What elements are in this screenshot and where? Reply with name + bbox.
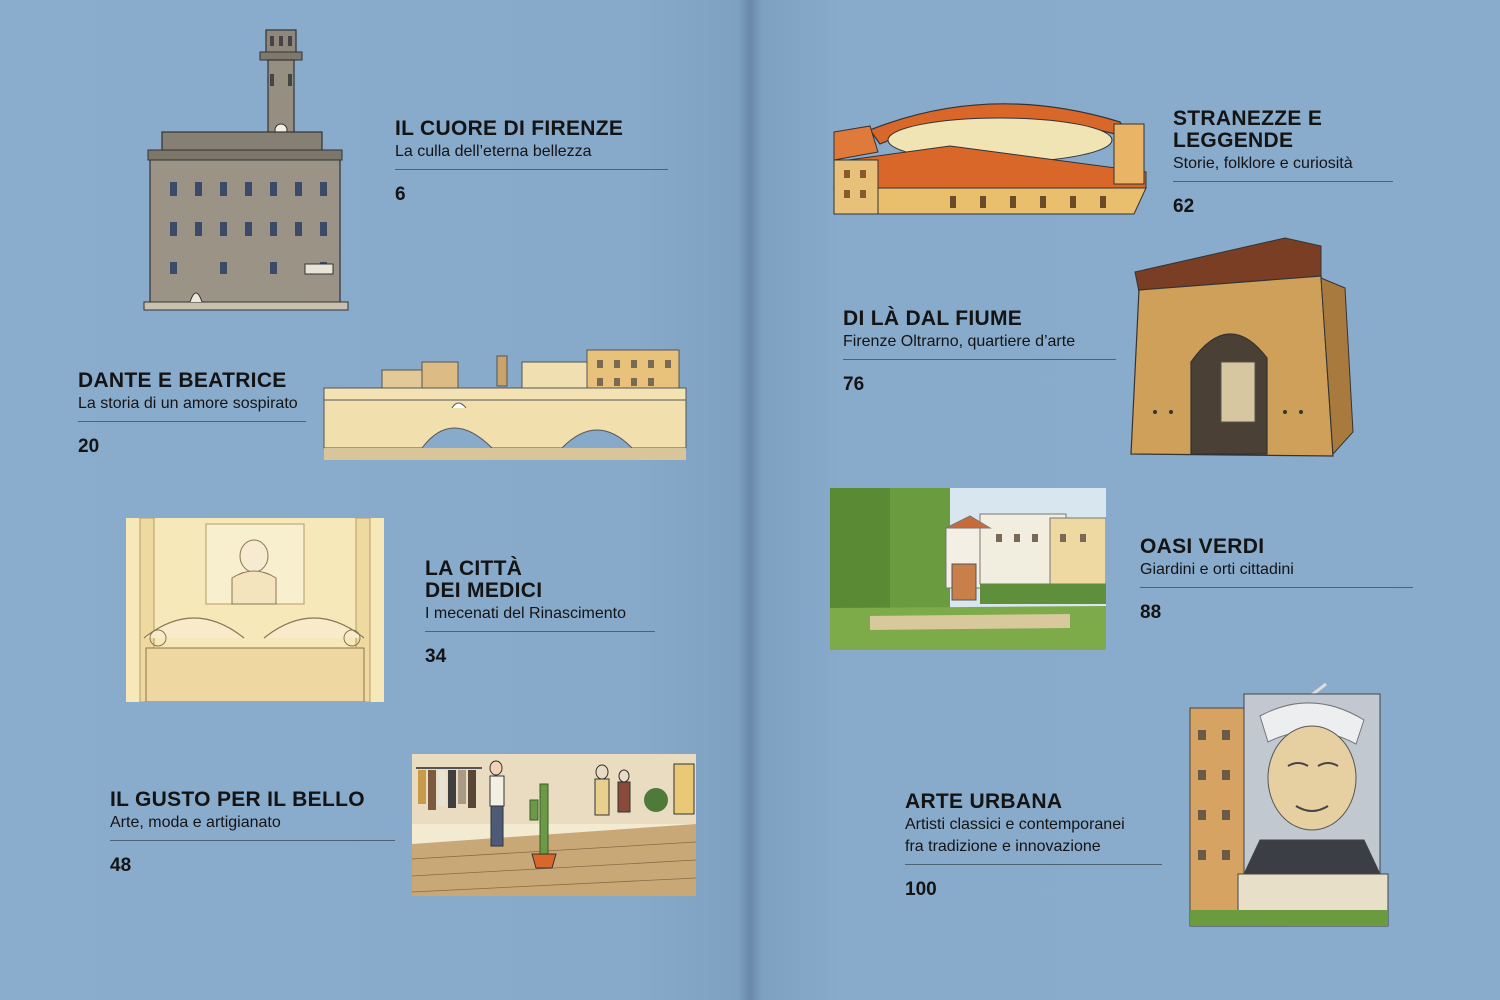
toc-entry[interactable] bbox=[78, 370, 306, 458]
chapter-subtitle: La storia di un amore sospirato bbox=[78, 395, 298, 412]
toc-entry[interactable] bbox=[395, 118, 668, 206]
chapter-subtitle: Firenze Oltrarno, quartiere d’arte bbox=[843, 333, 1076, 350]
chapter-subtitle: Artisti classici e contemporanei fra tradizione e innovazione bbox=[905, 816, 1125, 855]
page-number: 34 bbox=[425, 646, 447, 667]
divider bbox=[425, 631, 655, 632]
divider bbox=[843, 359, 1116, 360]
chapter-subtitle: I mecenati del Rinascimento bbox=[425, 605, 626, 622]
ponte-santa-trinita-illustration bbox=[322, 348, 688, 466]
book-gutter bbox=[738, 0, 762, 1000]
chapter-subtitle: La culla dell’eterna bellezza bbox=[395, 143, 592, 160]
divider bbox=[395, 169, 668, 170]
page-number: 62 bbox=[1173, 196, 1195, 217]
toc-entry[interactable] bbox=[110, 789, 395, 877]
street-art-mural-illustration bbox=[1188, 680, 1390, 928]
chapter-subtitle: Giardini e orti cittadini bbox=[1140, 561, 1294, 578]
toc-entry[interactable] bbox=[1173, 108, 1393, 218]
garden-villa-illustration bbox=[830, 488, 1106, 650]
piazza-anfiteatro-illustration bbox=[830, 92, 1148, 216]
palazzo-vecchio-illustration bbox=[140, 22, 352, 312]
page-number: 100 bbox=[905, 879, 937, 900]
chapter-title: STRANEZZE E LEGGENDE bbox=[1173, 107, 1323, 152]
chapter-title: IL CUORE DI FIRENZE bbox=[395, 117, 624, 140]
page-number: 20 bbox=[78, 436, 100, 457]
chapter-title: ARTE URBANA bbox=[905, 790, 1063, 813]
toc-entry[interactable] bbox=[425, 558, 655, 668]
fashion-boutique-illustration bbox=[412, 754, 696, 896]
divider bbox=[1140, 587, 1413, 588]
toc-entry[interactable] bbox=[1140, 536, 1413, 624]
chapter-title: DI LÀ DAL FIUME bbox=[843, 307, 1023, 330]
chapter-subtitle: Arte, moda e artigianato bbox=[110, 814, 281, 831]
page-number: 48 bbox=[110, 855, 132, 876]
chapter-title: OASI VERDI bbox=[1140, 535, 1265, 558]
page-number: 6 bbox=[395, 184, 406, 205]
divider bbox=[905, 864, 1162, 865]
page-number: 76 bbox=[843, 374, 865, 395]
porta-romana-gate-illustration bbox=[1125, 232, 1357, 464]
divider bbox=[1173, 181, 1393, 182]
chapter-title: LA CITTÀ DEI MEDICI bbox=[425, 557, 543, 602]
divider bbox=[78, 421, 306, 422]
toc-entry[interactable] bbox=[843, 308, 1116, 396]
divider bbox=[110, 840, 395, 841]
toc-entry[interactable] bbox=[905, 791, 1162, 901]
chapter-title: DANTE E BEATRICE bbox=[78, 369, 287, 392]
chapter-title: IL GUSTO PER IL BELLO bbox=[110, 788, 365, 811]
chapter-subtitle: Storie, folklore e curiosità bbox=[1173, 155, 1353, 172]
medici-tomb-sculpture-illustration bbox=[126, 518, 384, 702]
page-number: 88 bbox=[1140, 602, 1162, 623]
